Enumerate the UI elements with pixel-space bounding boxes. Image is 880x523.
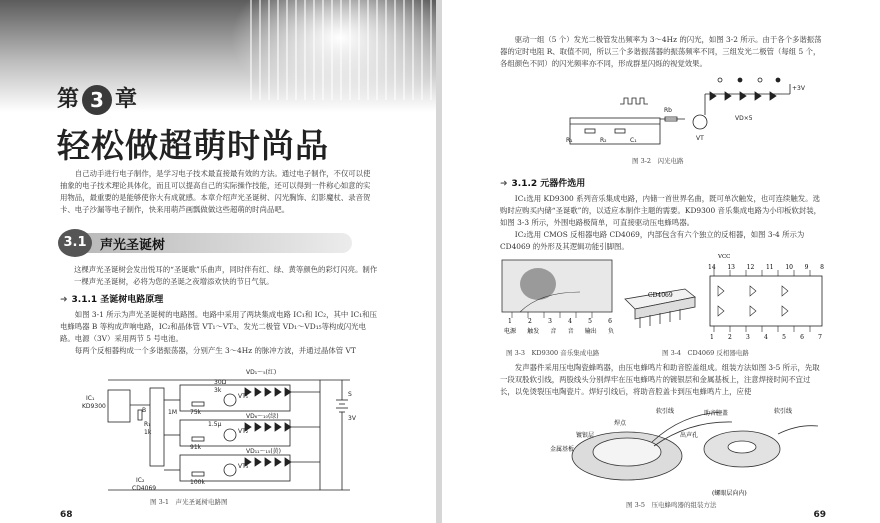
r2-label: R₂ [600,137,607,144]
pin-number: 12 [746,264,755,271]
r-91k-label: 91k [190,444,202,451]
rb-label: Rb [664,107,672,114]
figure-caption: 图 3-4 CD4069 反相器电路 [662,349,749,357]
r-75k-label: 75k [190,409,202,416]
page-number: 69 [813,510,826,520]
pin-name: 输出 [584,328,597,335]
silver-label: 镀银层 [576,432,595,439]
figure-caption: 图 3-2 闪光电路 [632,157,684,165]
subsection-title: 3.1.2 元器件选用 [511,179,586,189]
paragraph: 每两个反相器构成一个多谐振荡器，分别产生 3～4Hz 的脉冲方波，并通过晶体管 VT [74,346,356,355]
pin-number: 5 [782,334,786,341]
note-label: (螺眼层向内) [712,490,747,497]
kd9300-pin-names [504,326,614,335]
subsection-title: 3.1.1 圣诞树电路原理 [71,295,164,305]
section-description: 这棵声光圣诞树会发出悦耳的“圣诞歌”乐曲声，同时伴有红、绿、黄等颜色的彩灯闪亮。制作一棵声光圣诞树，必将为您的圣诞之夜增添欢快的节日气氛。 [74,265,378,286]
battery-label: 3V [348,415,356,422]
pin-number: 3 [746,334,750,341]
vd-green-label: VD₆～₁₀(绿) [246,413,279,420]
right-page [442,0,880,523]
r1-value: 1k [144,429,152,436]
kd9300-pins [508,318,612,325]
pin-number: 2 [728,334,732,341]
vd-red-label: VD₁～₅(红) [246,369,277,376]
pin-name: 触发 [527,328,540,335]
paragraph: IC₁选用 KD9300 系列音乐集成电路，内储一首世界名曲，既可单次触发，也可连续触发。选购时应购买内储“圣诞歌”的，以适应本制作主题的需要。KD9300 音乐集成电路为小印板软封装，如图 3-3 所示，外围电路极简单，可直接驱动压电蜂鸣器。 [500,194,822,227]
switch-label: S [348,391,352,398]
vt-label: VT [696,135,704,142]
pin-number: 8 [820,264,824,271]
v3-label: +3V [792,85,805,92]
figure-caption: 图 3-5 压电蜂鸣器的组装方法 [626,501,717,509]
arrow-icon: ➜ [60,295,68,305]
vd-label: VD×5 [735,115,753,122]
buzzer-label: B [142,407,147,414]
section-title: 声光圣诞树 [100,238,166,253]
ic2-label: IC₂ [136,477,145,484]
pin-number: 6 [608,318,612,325]
paragraph: 如图 3-1 所示为声光圣诞树的电路图。电路中采用了两块集成电路 IC₁和 IC₂，其中 IC₁和压电蜂鸣器 B 等构成声响电路，IC₂和晶体管 VT₁～VT₃、发光二极管 VD₁～VD₁₅等构成闪光电路。电源（3V）采用两节 5 号电池。 [60,310,377,343]
section-number: 3.1 [58,229,92,257]
metal-plate-label: 金属基板 [550,446,575,453]
cd4069-chip-label: CD4069 [648,292,673,299]
pin-number: 14 [708,264,716,271]
vt1-label: VT₁ [238,393,249,400]
pin-number: 1 [710,334,714,341]
pin-number: 10 [785,264,793,271]
ic1-model: KD9300 [82,403,106,410]
subsection-block [60,292,378,357]
r-30-label: 30Ω [214,379,227,386]
wire-label: 软引线 [656,408,675,415]
subsection-heading [500,176,822,189]
pin-number: 2 [528,318,532,325]
left-page [0,0,436,523]
pin-number: 11 [765,264,774,271]
figure-caption: 图 3-3 KD9300 音乐集成电路 [506,349,600,357]
paragraph: 驱动一组（5 个）发光二极管发出频率为 3～4Hz 的闪光，如图 3-2 所示。由于各个多谐振荡器的定时电阻 R、取值不同，所以三个多谐振荡器的振荡频率不同，三组发光二极管（每组 5 个，各组颜色不同）的闪光频率亦不同，形成群星闪烁的视觉效果。 [500,35,822,68]
c1-label: C₁ [630,137,637,144]
ic1-label: IC₁ [86,395,95,402]
r1-label: R₁ [144,421,151,428]
pin-number: 6 [800,334,804,341]
arrow-icon: ➜ [500,179,508,189]
pin-number: 3 [548,318,552,325]
pin-number: 5 [588,318,592,325]
subsection-heading [60,292,378,305]
pin-number: 1 [508,318,512,325]
pin-number: 7 [818,334,822,341]
chapter-prefix: 第 [57,87,80,112]
r-100k-label: 100k [190,479,205,486]
page-number: 68 [60,510,73,520]
chapter-suffix: 章 [115,87,138,112]
vd-yellow-label: VD₁₁～₁₅(黄) [246,448,282,455]
pin-number: 13 [727,264,735,271]
chapter-intro: 自己动手进行电子制作，是学习电子技术最直接最有效的方法。通过电子制作，不仅可以使抽象的电子技术理论具体化，而且可以提高自己的实际操作技能，还可以得到一件称心如意的实用物品，最重要的是能够使你大有成就感。本章介绍声光圣诞树、闪光胸饰、幻影魔杖、录音贺卡、电子沙漏等电子制作，快来用萌芦画瓢做做这些超萌的时尚品吧。 [60,169,371,214]
cavity-label: 助音腔盖 [704,410,729,417]
vcc-label: VCC [718,254,731,260]
pin-name: 音 [567,328,574,335]
pin-number: 4 [568,318,572,325]
wire2-label: 软引线 [774,408,793,415]
solder-label: 焊点 [614,420,627,427]
subsection-block [500,176,822,253]
figure-caption: 图 3-1 声光圣诞树电路图 [150,498,228,506]
cd4069-bottom-pins [710,334,822,341]
sound-hole-label: 出声孔 [680,432,699,439]
r-1m-label: 1M [168,409,177,416]
pin-name: 电源 [504,328,517,335]
chapter-title: 轻松做超萌时尚品 [57,126,329,165]
buzzer-assembly-figure [542,404,832,504]
r-3k-label: 3k [214,387,222,394]
pin-number: 9 [804,264,809,271]
vt2-label: VT₂ [238,428,249,435]
paragraph: 发声器件采用压电陶瓷蜂鸣器，由压电蜂鸣片和助音腔盖组成。组装方法如图 3-5 所示，先取一段双股软引线，两股线头分别焊牢在压电蜂鸣片的镀银层和金属基板上，注意焊接时间不宜过长，以免烫裂压电陶瓷片。焊好引线后，将助音腔盖卡到压电蜂鸣片上，应使 [500,363,820,396]
pin-number: 4 [764,334,768,341]
c-label: 1.5μ [208,421,222,428]
circuit-diagram-3-1 [80,360,370,500]
flash-circuit-3-2 [560,74,810,156]
vt3-label: VT₃ [238,463,249,470]
banner-stripes [250,0,436,100]
pin-name: 音 [550,328,557,335]
r1-label: R₁ [566,137,573,144]
pin-name: 负 [607,328,614,335]
chapter-heading [57,82,137,115]
cd4069-top-pins [708,264,824,271]
ic2-model: CD4069 [132,485,157,492]
chapter-number-badge: 3 [82,85,112,115]
paragraph: IC₂选用 CMOS 反相器电路 CD4069，内部包含有六个独立的反相器，如图 3-4 所示为 CD4069 的外形及其逻辑功能引脚图。 [500,230,805,251]
